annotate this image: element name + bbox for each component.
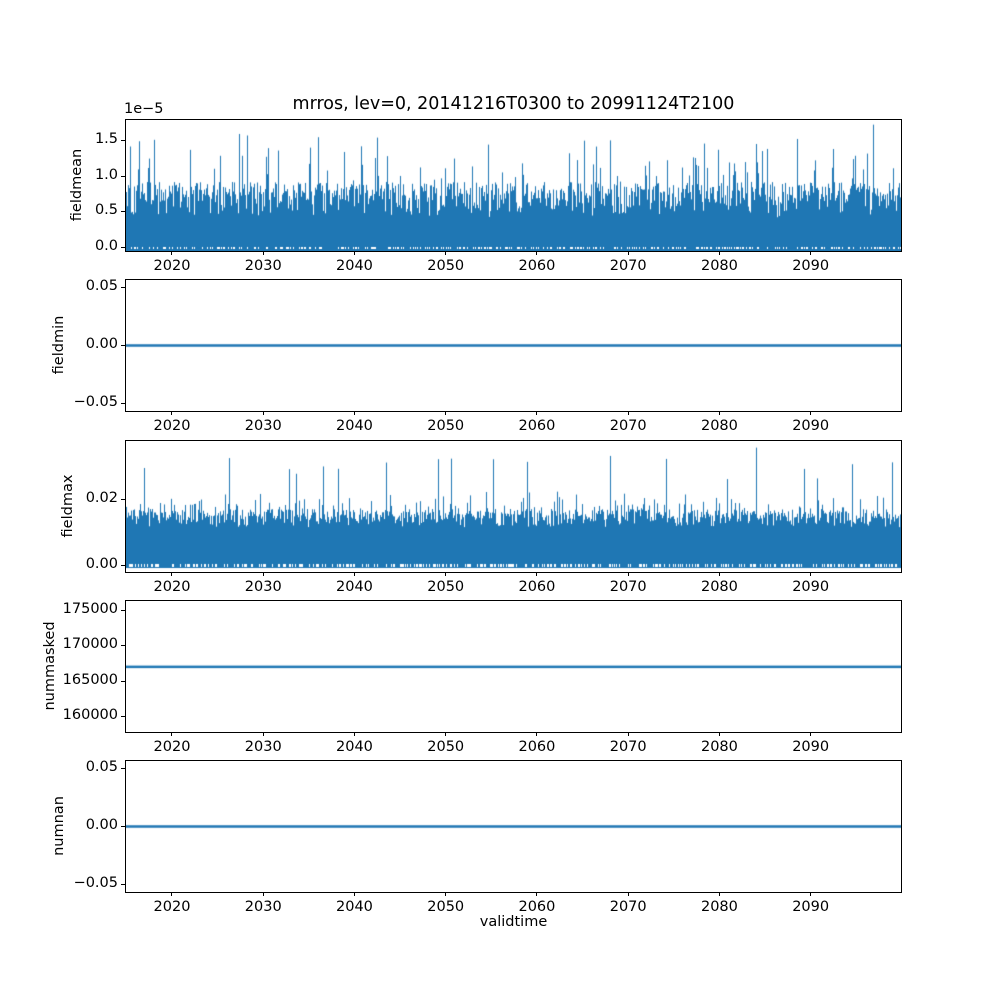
subplot-numnan xyxy=(73,759,902,915)
x-tick-label: 2060 xyxy=(518,418,556,434)
x-tick xyxy=(536,732,537,736)
y-tick xyxy=(121,884,125,885)
x-tick-label: 2040 xyxy=(336,899,373,915)
y-tick xyxy=(121,645,125,646)
y-tick-label: −0.05 xyxy=(73,874,118,891)
y-axis-offset-text: 1e−5 xyxy=(124,101,164,117)
x-tick-label: 2080 xyxy=(700,899,738,915)
x-tick-label: 2020 xyxy=(153,739,191,755)
x-tick xyxy=(628,411,629,415)
x-tick xyxy=(536,892,537,896)
x-axis-label: validtime xyxy=(479,914,548,930)
x-tick-label: 2090 xyxy=(792,579,830,595)
y-tick xyxy=(121,403,125,404)
x-tick-label: 2060 xyxy=(518,258,556,274)
y-axis-label-fieldmean: fieldmean xyxy=(68,148,85,221)
y-axis-label-numnan: numnan xyxy=(51,795,67,856)
x-tick xyxy=(171,892,172,896)
x-tick xyxy=(810,411,811,415)
x-tick-label: 2030 xyxy=(244,899,282,915)
y-tick-label: 160000 xyxy=(62,706,118,723)
x-tick-label: 2040 xyxy=(336,579,373,595)
y-tick-label: 0.00 xyxy=(85,336,118,352)
series-canvas-fieldmin xyxy=(126,280,901,411)
x-tick-label: 2020 xyxy=(153,258,191,274)
x-tick xyxy=(719,251,720,255)
x-tick xyxy=(536,411,537,415)
y-tick-label: 0.05 xyxy=(85,278,118,295)
plot-title: mrros, lev=0, 20141216T0300 to 20991124T2100 xyxy=(292,94,735,114)
x-tick xyxy=(445,251,446,255)
subplot-fieldmean xyxy=(94,119,902,274)
y-tick xyxy=(121,768,125,769)
x-tick-label: 2080 xyxy=(700,739,738,755)
x-tick-label: 2050 xyxy=(427,579,465,595)
y-tick-label: 0.5 xyxy=(94,202,118,219)
y-tick xyxy=(121,211,125,212)
x-tick xyxy=(354,251,355,255)
x-tick xyxy=(171,732,172,736)
x-tick xyxy=(810,892,811,896)
x-tick xyxy=(810,572,811,576)
x-tick-label: 2020 xyxy=(153,899,191,915)
x-tick xyxy=(445,411,446,415)
x-tick-label: 2090 xyxy=(792,739,830,755)
y-tick-label: 0.00 xyxy=(85,817,118,833)
series-canvas-numnan xyxy=(126,761,901,892)
x-tick-label: 2080 xyxy=(700,258,738,274)
y-tick xyxy=(121,247,125,248)
x-tick-label: 2070 xyxy=(609,899,647,915)
y-axis-label-nummasked: nummasked xyxy=(42,620,59,711)
x-tick xyxy=(263,572,264,576)
y-tick-label: 175000 xyxy=(62,600,118,617)
y-tick xyxy=(121,610,125,611)
x-tick xyxy=(628,892,629,896)
x-tick xyxy=(171,572,172,576)
y-tick xyxy=(121,140,125,141)
x-tick-label: 2030 xyxy=(244,418,282,434)
x-tick xyxy=(719,892,720,896)
x-tick xyxy=(445,572,446,576)
y-tick-label: 170000 xyxy=(62,636,118,653)
x-tick-label: 2040 xyxy=(336,258,373,274)
y-tick-label: −0.05 xyxy=(73,393,118,410)
x-tick-label: 2090 xyxy=(792,418,830,434)
x-tick xyxy=(171,251,172,255)
x-tick-label: 2070 xyxy=(609,739,647,755)
x-tick xyxy=(171,411,172,415)
y-tick xyxy=(121,499,125,500)
x-tick xyxy=(263,411,264,415)
series-canvas-nummasked xyxy=(126,601,901,732)
y-tick-label: 0.0 xyxy=(94,238,118,255)
x-tick-label: 2050 xyxy=(427,739,465,755)
x-tick xyxy=(354,892,355,896)
y-tick xyxy=(121,681,125,682)
x-tick xyxy=(810,251,811,255)
x-tick xyxy=(354,732,355,736)
x-tick-label: 2090 xyxy=(792,258,830,274)
y-tick-label: 0.00 xyxy=(85,555,118,572)
y-tick-label: 0.02 xyxy=(85,489,118,506)
x-tick-label: 2020 xyxy=(153,579,191,595)
x-tick-label: 2030 xyxy=(244,739,282,755)
x-tick-label: 2090 xyxy=(792,899,830,915)
series-canvas-fieldmean xyxy=(126,120,901,251)
subplot-fieldmin xyxy=(73,278,902,434)
x-tick-label: 2070 xyxy=(609,418,647,434)
x-tick-label: 2020 xyxy=(153,418,191,434)
y-tick-label: 1.0 xyxy=(94,166,118,183)
subplot-nummasked xyxy=(62,600,902,755)
x-tick xyxy=(263,732,264,736)
y-tick-label: 1.5 xyxy=(94,130,118,147)
x-tick-label: 2060 xyxy=(518,579,556,595)
x-tick-label: 2060 xyxy=(518,739,556,755)
x-tick xyxy=(628,572,629,576)
y-tick-label: 165000 xyxy=(62,671,118,688)
x-tick-label: 2050 xyxy=(427,258,465,274)
subplot-fieldmax xyxy=(85,440,902,595)
x-tick xyxy=(263,251,264,255)
x-tick xyxy=(445,892,446,896)
x-tick-label: 2030 xyxy=(244,258,282,274)
x-tick xyxy=(810,732,811,736)
x-tick xyxy=(445,732,446,736)
x-tick xyxy=(263,892,264,896)
y-tick xyxy=(121,565,125,566)
x-tick xyxy=(354,411,355,415)
x-tick-label: 2070 xyxy=(609,258,647,274)
x-tick-label: 2080 xyxy=(700,418,738,434)
x-tick xyxy=(536,572,537,576)
y-axis-label-fieldmax: fieldmax xyxy=(59,474,76,537)
y-tick xyxy=(121,345,125,346)
x-tick-label: 2030 xyxy=(244,579,282,595)
x-tick-label: 2080 xyxy=(700,579,738,595)
x-tick xyxy=(628,251,629,255)
x-tick-label: 2040 xyxy=(336,418,373,434)
x-tick-label: 2050 xyxy=(427,418,465,434)
y-axis-label-fieldmin: fieldmin xyxy=(51,315,67,374)
x-tick-label: 2070 xyxy=(609,579,647,595)
x-tick xyxy=(719,411,720,415)
x-tick xyxy=(354,572,355,576)
x-tick-label: 2050 xyxy=(427,899,465,915)
x-tick-label: 2060 xyxy=(518,899,556,915)
y-tick xyxy=(121,716,125,717)
x-tick xyxy=(719,572,720,576)
x-tick xyxy=(719,732,720,736)
y-tick xyxy=(121,176,125,177)
y-tick xyxy=(121,826,125,827)
x-tick xyxy=(628,732,629,736)
y-tick-label: 0.05 xyxy=(85,759,118,776)
x-tick-label: 2040 xyxy=(336,739,373,755)
x-tick xyxy=(536,251,537,255)
series-canvas-fieldmax xyxy=(126,441,901,572)
y-tick xyxy=(121,287,125,288)
